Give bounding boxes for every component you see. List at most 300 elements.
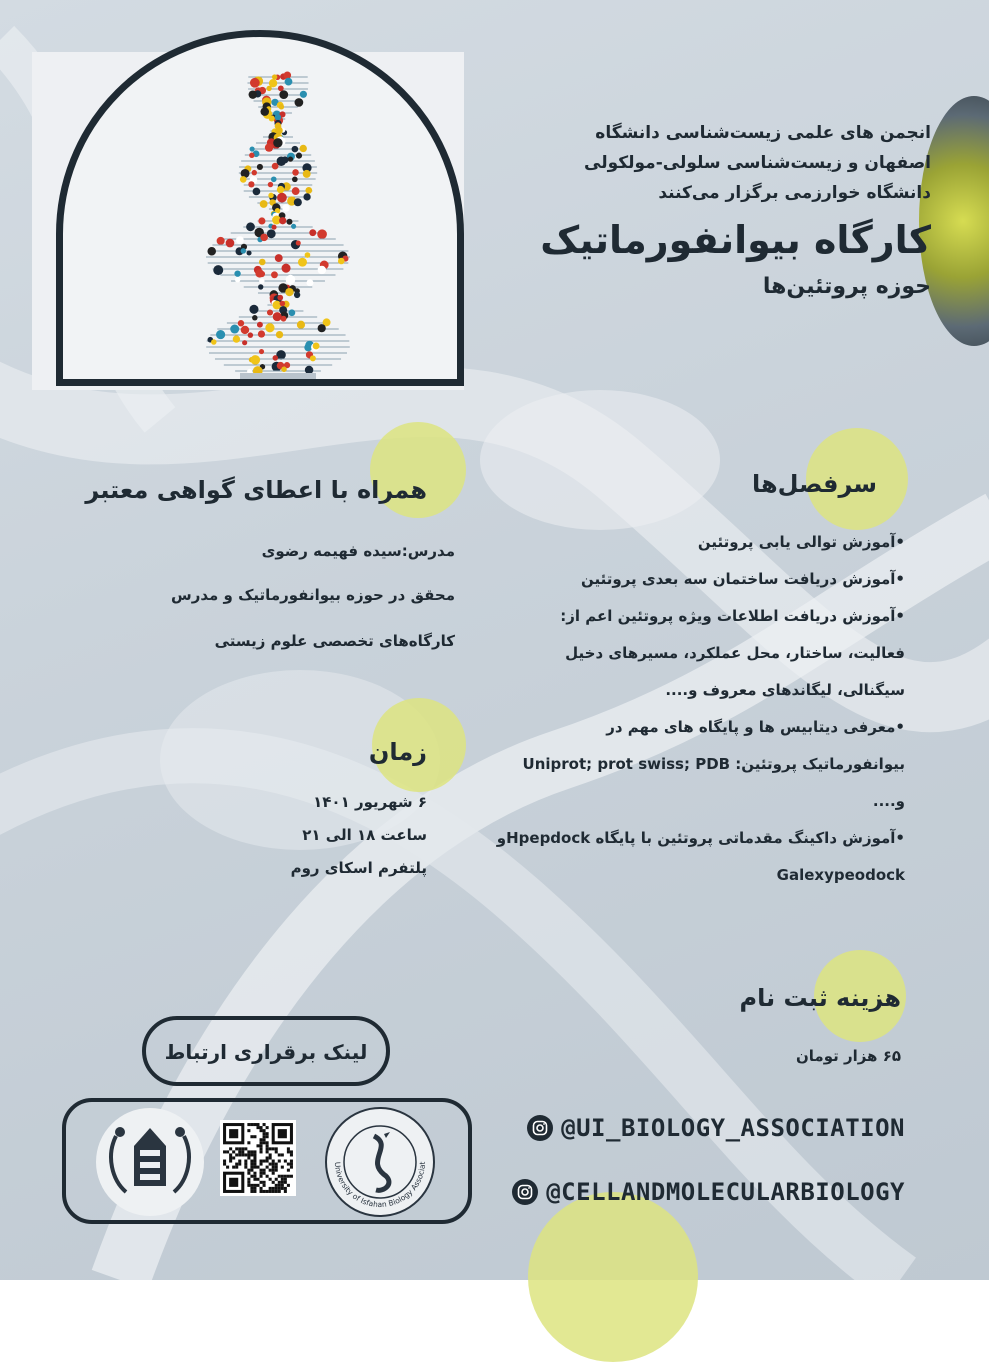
- qr-module: [253, 1190, 256, 1193]
- accent-blob: [528, 1192, 698, 1362]
- helix-atom: [272, 225, 277, 230]
- helix-atom: [292, 146, 299, 153]
- helix-atom: [247, 250, 252, 255]
- contact-link-button[interactable]: لینک برقراری ارتباط: [164, 1040, 368, 1064]
- helix-atom: [234, 270, 240, 276]
- qr-module: [287, 1163, 290, 1166]
- helix-atom: [279, 104, 284, 109]
- qr-module: [269, 1163, 272, 1166]
- helix-atom: [338, 258, 345, 265]
- time-title: زمان: [368, 738, 427, 766]
- model-stand: [240, 373, 316, 383]
- qr-module: [272, 1181, 275, 1184]
- qr-module: [266, 1144, 269, 1147]
- qr-module: [272, 1172, 275, 1175]
- qr-module: [272, 1160, 275, 1163]
- qr-module: [260, 1190, 263, 1193]
- helix-atom: [211, 339, 216, 344]
- helix-atom: [213, 265, 223, 275]
- topics-title: سرفصل‌ها: [752, 470, 877, 498]
- helix-atom: [265, 143, 273, 151]
- qr-module: [269, 1156, 272, 1159]
- qr-module: [290, 1160, 293, 1163]
- helix-atom: [238, 320, 244, 326]
- qr-module: [281, 1175, 284, 1178]
- qr-module: [260, 1160, 263, 1163]
- helix-atom: [258, 217, 265, 224]
- qr-module: [278, 1187, 281, 1190]
- qr-module: [229, 1153, 232, 1156]
- qr-module: [250, 1135, 253, 1138]
- qr-module: [272, 1190, 275, 1193]
- qr-module: [226, 1166, 229, 1169]
- qr-module: [269, 1169, 272, 1172]
- qr-finder: [278, 1129, 287, 1138]
- time-line: پلتفرم اسکای روم: [290, 859, 427, 877]
- qr-finder: [229, 1178, 238, 1187]
- qr-module: [263, 1129, 266, 1132]
- helix-atom: [236, 236, 244, 244]
- instructor-desc: محقق در حوزه بیوانفورماتیک و مدرس: [171, 586, 455, 604]
- helix-atom: [271, 271, 278, 278]
- instagram-icon: [527, 1115, 553, 1141]
- helix-atom: [259, 278, 264, 283]
- helix-atom: [266, 86, 271, 91]
- qr-module: [247, 1172, 250, 1175]
- qr-module: [263, 1141, 266, 1144]
- qr-module: [266, 1156, 269, 1159]
- qr-code-icon[interactable]: [220, 1120, 296, 1196]
- qr-module: [250, 1184, 253, 1187]
- qr-module: [229, 1160, 232, 1163]
- qr-module: [256, 1184, 259, 1187]
- qr-module: [235, 1153, 238, 1156]
- qr-module: [250, 1169, 253, 1172]
- helix-atom: [248, 181, 254, 187]
- qr-module: [238, 1147, 241, 1150]
- qr-module: [266, 1135, 269, 1138]
- qr-module: [275, 1166, 278, 1169]
- helix-atom: [296, 240, 301, 245]
- helix-atom: [258, 330, 265, 337]
- qr-module: [223, 1150, 226, 1153]
- time-line: ۶ شهریور ۱۴۰۱: [313, 793, 427, 811]
- qr-module: [266, 1160, 269, 1163]
- organizer-line: اصفهان و زیست‌شناسی سلولی-مولکولی: [584, 153, 931, 173]
- qr-module: [247, 1181, 250, 1184]
- qr-module: [247, 1156, 250, 1159]
- qr-module: [290, 1153, 293, 1156]
- qr-module: [275, 1178, 278, 1181]
- qr-module: [284, 1178, 287, 1181]
- helix-atom: [249, 90, 257, 98]
- qr-module: [232, 1150, 235, 1153]
- qr-module: [241, 1150, 244, 1153]
- header: [451, 118, 931, 299]
- qr-module: [266, 1166, 269, 1169]
- helix-atom: [305, 252, 311, 258]
- helix-atom: [273, 355, 279, 361]
- qr-module: [260, 1126, 263, 1129]
- seal-text: University of Isfahan Biology Associat: [332, 1161, 428, 1210]
- helix-atom: [259, 349, 264, 354]
- helix-atom: [265, 323, 274, 332]
- qr-module: [266, 1190, 269, 1193]
- fee-section: [581, 984, 901, 1075]
- helix-atom: [251, 355, 261, 365]
- helix-atom: [273, 312, 282, 321]
- qr-module: [281, 1181, 284, 1184]
- helix-atom: [285, 288, 293, 296]
- qr-module: [253, 1153, 256, 1156]
- helix-atom: [257, 322, 263, 328]
- qr-module: [232, 1166, 235, 1169]
- topic-line: •معرفی دیتابیس ها و پایگاه های مهم در: [606, 718, 905, 736]
- helix-atom: [313, 343, 320, 350]
- helix-atom: [285, 78, 293, 86]
- helix-atom: [318, 324, 326, 332]
- kharazmi-logo: [94, 1106, 206, 1218]
- qr-module: [287, 1147, 290, 1150]
- qr-module: [275, 1147, 278, 1150]
- qr-module: [260, 1175, 263, 1178]
- qr-module: [278, 1175, 281, 1178]
- qr-module: [266, 1147, 269, 1150]
- qr-module: [266, 1175, 269, 1178]
- qr-module: [256, 1144, 259, 1147]
- qr-module: [263, 1181, 266, 1184]
- qr-module: [229, 1147, 232, 1150]
- topics-section: [475, 470, 905, 894]
- helix-atom: [303, 170, 311, 178]
- qr-module: [290, 1150, 293, 1153]
- qr-module: [260, 1187, 263, 1190]
- qr-module: [278, 1184, 281, 1187]
- qr-module: [272, 1169, 275, 1172]
- qr-module: [247, 1184, 250, 1187]
- helix-atom: [272, 163, 279, 170]
- qr-module: [275, 1163, 278, 1166]
- helix-atom: [257, 164, 263, 170]
- helix-atom: [253, 188, 261, 196]
- qr-module: [256, 1126, 259, 1129]
- helix-atom: [230, 325, 239, 334]
- qr-module: [247, 1178, 250, 1181]
- qr-module: [281, 1178, 284, 1181]
- qr-module: [272, 1163, 275, 1166]
- qr-module: [266, 1141, 269, 1144]
- qr-module: [266, 1132, 269, 1135]
- isfahan-biology-seal: [324, 1106, 436, 1218]
- helix-atom: [249, 153, 254, 158]
- qr-module: [253, 1172, 256, 1175]
- organizer-line: دانشگاه خوارزمی برگزار می‌کنند: [658, 183, 931, 203]
- helix-atom: [286, 219, 292, 225]
- helix-atom: [292, 169, 299, 176]
- qr-module: [256, 1123, 259, 1126]
- helix-atom: [297, 321, 305, 329]
- helix-atom: [259, 259, 266, 266]
- helix-atom: [279, 90, 288, 99]
- helix-atom: [268, 193, 273, 198]
- qr-module: [250, 1123, 253, 1126]
- helix-atom: [317, 229, 327, 239]
- qr-module: [263, 1190, 266, 1193]
- helix-atom: [294, 292, 300, 298]
- qr-module: [250, 1175, 253, 1178]
- helix-atom: [305, 366, 313, 374]
- qr-module: [238, 1160, 241, 1163]
- helix-atom: [310, 355, 316, 361]
- helix-atom: [235, 277, 240, 282]
- logos-row: [62, 1098, 472, 1226]
- helix-atom: [275, 254, 283, 262]
- helix-atom: [241, 326, 249, 334]
- helix-atom: [249, 305, 258, 314]
- qr-module: [260, 1138, 263, 1141]
- qr-finder: [229, 1129, 238, 1138]
- helix-atom: [241, 248, 246, 253]
- qr-module: [238, 1150, 241, 1153]
- qr-module: [260, 1169, 263, 1172]
- qr-module: [253, 1160, 256, 1163]
- helix-atom: [271, 176, 277, 182]
- helix-atom: [275, 127, 283, 135]
- helix-atom: [267, 309, 273, 315]
- qr-module: [266, 1150, 269, 1153]
- helix-atom: [318, 266, 326, 274]
- qr-module: [278, 1190, 281, 1193]
- qr-module: [238, 1153, 241, 1156]
- helix-atom: [260, 234, 268, 242]
- helix-atom: [276, 331, 283, 338]
- qr-module: [253, 1166, 256, 1169]
- helix-atom: [277, 186, 284, 193]
- helix-atom: [246, 222, 255, 231]
- qr-module: [250, 1166, 253, 1169]
- helix-atom: [305, 187, 312, 194]
- helix-atom: [216, 330, 225, 339]
- qr-module: [290, 1166, 293, 1169]
- qr-module: [275, 1190, 278, 1193]
- qr-module: [260, 1144, 263, 1147]
- qr-module: [253, 1163, 256, 1166]
- helix-atom: [258, 284, 263, 289]
- topic-line: •آموزش توالی یابی پروتئین: [697, 533, 905, 551]
- qr-module: [238, 1163, 241, 1166]
- qr-module: [235, 1147, 238, 1150]
- dna-model-illustration: [63, 37, 457, 386]
- helix-atom: [309, 229, 316, 236]
- qr-module: [244, 1153, 247, 1156]
- qr-module: [223, 1163, 226, 1166]
- isfahan-biology-logo: [324, 1106, 436, 1218]
- helix-atom: [233, 335, 240, 342]
- qr-module: [290, 1175, 293, 1178]
- qr-module: [260, 1163, 263, 1166]
- qr-module: [232, 1156, 235, 1159]
- qr-module: [275, 1187, 278, 1190]
- qr-module: [278, 1181, 281, 1184]
- helix-atom: [279, 217, 286, 224]
- qr-module: [269, 1190, 272, 1193]
- helix-atom: [273, 138, 282, 147]
- topic-line: و....: [872, 792, 905, 810]
- qr-module: [256, 1166, 259, 1169]
- qr-module: [247, 1150, 250, 1153]
- qr-module: [272, 1187, 275, 1190]
- helix-atom: [275, 114, 281, 120]
- certificate-section: [27, 476, 427, 504]
- qr-module: [281, 1166, 284, 1169]
- qr-module: [260, 1147, 263, 1150]
- helix-atom: [268, 182, 273, 187]
- helix-atom: [240, 176, 247, 183]
- qr-module: [244, 1163, 247, 1166]
- qr-module: [253, 1184, 256, 1187]
- helix-atom: [306, 279, 313, 286]
- qr-module: [269, 1153, 272, 1156]
- helix-atom: [252, 170, 257, 175]
- qr-module: [260, 1172, 263, 1175]
- topic-line: •آموزش دریافت اطلاعات ویژه پروتئین اعم از:: [560, 607, 905, 625]
- topic-line: •آموزش دریافت ساختمان سه بعدی پروتئین: [581, 570, 905, 588]
- helix-atom: [277, 295, 283, 301]
- qr-module: [241, 1153, 244, 1156]
- qr-module: [287, 1184, 290, 1187]
- helix-atom: [282, 264, 291, 273]
- qr-module: [263, 1184, 266, 1187]
- qr-module: [253, 1156, 256, 1159]
- qr-module: [253, 1175, 256, 1178]
- topic-line: فعالیت، ساختار، محل عملکرد، مسیرهای دخیل: [565, 644, 905, 662]
- qr-module: [275, 1184, 278, 1187]
- helix-atom: [303, 193, 310, 200]
- helix-atom: [250, 146, 255, 151]
- helix-atom: [300, 145, 307, 152]
- fee-title: هزینه ثبت نام: [739, 984, 901, 1012]
- qr-module: [250, 1190, 253, 1193]
- qr-module: [275, 1169, 278, 1172]
- qr-module: [247, 1123, 250, 1126]
- qr-module: [269, 1187, 272, 1190]
- helix-atom: [252, 315, 257, 320]
- qr-module: [229, 1156, 232, 1159]
- qr-module: [284, 1187, 287, 1190]
- qr-module: [250, 1153, 253, 1156]
- qr-module: [269, 1178, 272, 1181]
- helix-atom: [281, 367, 287, 373]
- qr-module: [250, 1187, 253, 1190]
- helix-atom: [282, 156, 289, 163]
- helix-atom: [282, 204, 289, 211]
- helix-atom: [292, 177, 298, 183]
- qr-module: [247, 1129, 250, 1132]
- qr-module: [284, 1181, 287, 1184]
- social-row[interactable]: [512, 1178, 905, 1206]
- qr-module: [263, 1138, 266, 1141]
- qr-module: [256, 1178, 259, 1181]
- qr-module: [281, 1187, 284, 1190]
- helix-atom: [288, 309, 295, 316]
- qr-module: [247, 1153, 250, 1156]
- qr-module: [244, 1147, 247, 1150]
- topic-line: Galexypeodock: [776, 866, 905, 884]
- helix-atom: [267, 229, 276, 238]
- qr-module: [263, 1135, 266, 1138]
- qr-module: [278, 1160, 281, 1163]
- helix-atom: [294, 198, 302, 206]
- helix-atom: [269, 115, 275, 121]
- qr-module: [260, 1129, 263, 1132]
- qr-module: [290, 1163, 293, 1166]
- helix-atom: [292, 187, 300, 195]
- social-row[interactable]: [527, 1114, 905, 1142]
- qr-module: [253, 1135, 256, 1138]
- qr-module: [272, 1166, 275, 1169]
- instructor-desc: کارگاه‌های تخصصی علوم زیستی: [214, 632, 455, 650]
- qr-module: [272, 1147, 275, 1150]
- qr-module: [278, 1153, 281, 1156]
- helix-atom: [217, 237, 225, 245]
- qr-module: [250, 1150, 253, 1153]
- helix-atom: [260, 107, 269, 116]
- helix-atom: [250, 78, 260, 88]
- qr-module: [260, 1150, 263, 1153]
- qr-module: [247, 1169, 250, 1172]
- helix-atom: [295, 98, 304, 107]
- topic-line: سیگنالی، لیگاندهای معروف و....: [665, 681, 905, 699]
- qr-module: [287, 1169, 290, 1172]
- workshop-title: کارگاه بیوانفورماتیک: [540, 218, 931, 262]
- time-line: ساعت ۱۸ الی ۲۱: [302, 826, 427, 844]
- qr-module: [260, 1181, 263, 1184]
- helix-atom: [300, 91, 307, 98]
- workshop-subtitle: حوزه پروتئین‌ها: [762, 274, 931, 299]
- qr-module: [281, 1184, 284, 1187]
- fee-amount: ۶۵ هزار تومان: [795, 1047, 901, 1065]
- qr-module: [263, 1132, 266, 1135]
- qr-module: [250, 1160, 253, 1163]
- qr-module: [250, 1163, 253, 1166]
- qr-module: [247, 1141, 250, 1144]
- qr-module: [281, 1153, 284, 1156]
- qr-module: [223, 1160, 226, 1163]
- qr-module: [263, 1160, 266, 1163]
- qr-module: [266, 1126, 269, 1129]
- qr-module: [253, 1123, 256, 1126]
- topic-line: •آموزش داکینگ مقدماتی پروتئین با پایگاه Hpepdockو: [496, 829, 905, 847]
- social-handle[interactable]: @CELLANDMOLECULARBIOLOGY: [546, 1178, 905, 1206]
- helix-atom: [255, 269, 263, 277]
- helix-atom: [272, 74, 277, 79]
- qr-module: [263, 1123, 266, 1126]
- qr-module: [241, 1147, 244, 1150]
- helix-atom: [291, 224, 296, 229]
- qr-module: [287, 1150, 290, 1153]
- qr-module: [284, 1175, 287, 1178]
- qr-module: [244, 1166, 247, 1169]
- time-section: [127, 738, 427, 885]
- social-handle[interactable]: @UI_BIOLOGY_ASSOCIATION: [561, 1114, 905, 1142]
- helix-atom: [242, 340, 247, 345]
- topic-line: بیوانفورماتیک پروتئین: Uniprot; prot swiss; PDB: [522, 755, 905, 773]
- instagram-icon: [512, 1179, 538, 1205]
- qr-module: [253, 1150, 256, 1153]
- qr-module: [269, 1147, 272, 1150]
- qr-module: [253, 1178, 256, 1181]
- qr-module: [284, 1190, 287, 1193]
